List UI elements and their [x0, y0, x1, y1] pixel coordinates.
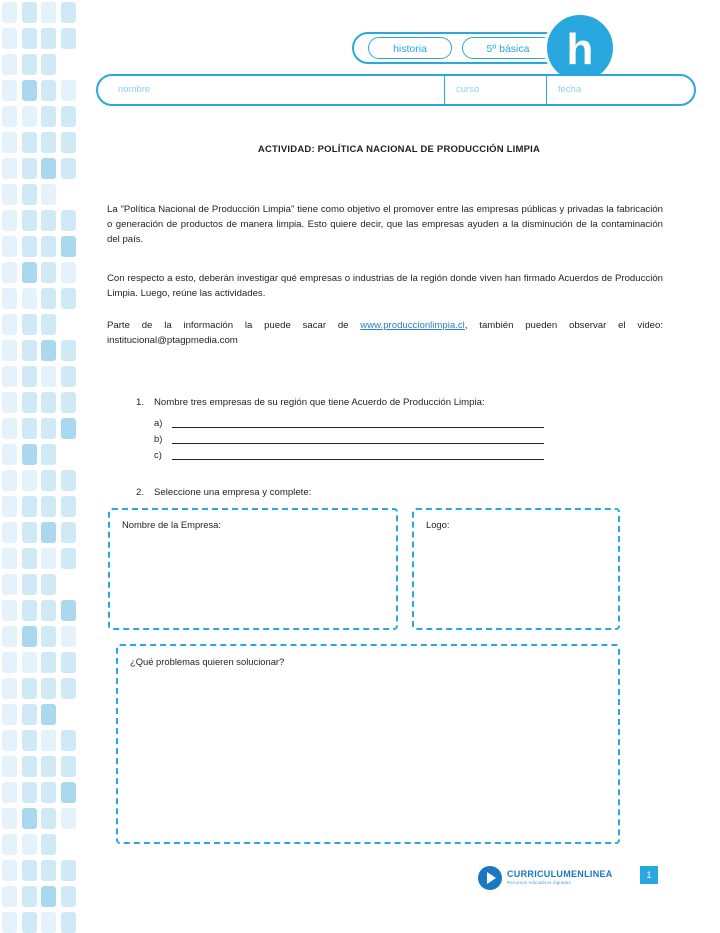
band-tile — [22, 132, 37, 153]
band-tile — [41, 340, 56, 361]
band-tile — [41, 626, 56, 647]
band-tile — [22, 912, 37, 933]
band-tile — [22, 262, 37, 283]
band-tile — [41, 80, 56, 101]
band-tile — [22, 522, 37, 543]
band-tile — [61, 912, 76, 933]
band-tile — [41, 28, 56, 49]
band-tile — [2, 626, 17, 647]
footer-tagline: Recursos educativos digitales — [507, 880, 571, 885]
band-tile — [41, 912, 56, 933]
band-tile — [61, 80, 76, 101]
page-title: ACTIVIDAD: POLÍTICA NACIONAL DE PRODUCCIÓN LIMPIA — [257, 144, 541, 155]
band-tile — [61, 704, 76, 725]
band-tile — [61, 808, 76, 829]
band-tile — [41, 418, 56, 439]
band-tile — [22, 210, 37, 231]
band-tile — [22, 2, 37, 23]
band-tile — [22, 80, 37, 101]
band-tile — [61, 886, 76, 907]
band-tile — [2, 392, 17, 413]
band-tile — [22, 418, 37, 439]
band-tile — [2, 366, 17, 387]
band-tile — [2, 704, 17, 725]
band-tile — [61, 2, 76, 23]
band-tile — [41, 158, 56, 179]
band-tile — [61, 54, 76, 75]
band-tile — [41, 184, 56, 205]
band-tile — [41, 860, 56, 881]
question-2-text: Seleccione una empresa y complete: — [154, 487, 312, 498]
band-tile — [41, 704, 56, 725]
band-tile — [61, 132, 76, 153]
band-tile — [22, 730, 37, 751]
band-tile — [2, 158, 17, 179]
curso-field-label: curso — [456, 84, 480, 95]
answer-option-c-label: c) — [154, 449, 162, 460]
band-tile — [61, 470, 76, 491]
band-tile — [41, 600, 56, 621]
band-tile — [2, 652, 17, 673]
logo-box-label: Logo: — [426, 519, 450, 530]
band-tile — [2, 106, 17, 127]
intro-paragraph-1: La "Política Nacional de Producción Limpia" tiene como objetivo el promover entre las empresas públicas y privadas la fabricación o generación de productos de manera limpia. Esto quiere decir, que las empresas ayuden a la disminución de la contaminación del país. — [107, 204, 663, 245]
band-tile — [22, 106, 37, 127]
band-tile — [2, 886, 17, 907]
band-tile — [22, 470, 37, 491]
band-tile — [2, 2, 17, 23]
band-tile — [22, 782, 37, 803]
answer-line-b[interactable] — [172, 443, 544, 444]
band-tile — [61, 730, 76, 751]
intro-paragraph-2: Con respecto a esto, deberán investigar qué empresas o industrias de la región donde viven han firmado Acuerdos de Producción Limpia. Luego, reúne las actividades. — [107, 273, 663, 299]
band-tile — [61, 106, 76, 127]
band-tile — [61, 600, 76, 621]
band-tile — [61, 366, 76, 387]
band-tile — [41, 496, 56, 517]
play-icon — [478, 866, 502, 890]
paragraph3-text-before: Parte de la información la puede sacar de — [107, 320, 361, 331]
page-number-badge: 1 — [640, 866, 658, 884]
band-tile — [61, 236, 76, 257]
student-fields-bar — [96, 74, 696, 106]
band-tile — [61, 340, 76, 361]
band-tile — [2, 54, 17, 75]
question-1-number: 1. — [136, 397, 145, 408]
band-tile — [41, 366, 56, 387]
band-tile — [41, 288, 56, 309]
band-tile — [61, 782, 76, 803]
band-tile — [2, 210, 17, 231]
band-tile — [41, 834, 56, 855]
band-tile — [22, 444, 37, 465]
band-tile — [41, 756, 56, 777]
band-tile — [2, 28, 17, 49]
band-tile — [22, 704, 37, 725]
band-tile — [41, 886, 56, 907]
band-tile — [61, 678, 76, 699]
band-tile — [41, 236, 56, 257]
band-tile — [61, 522, 76, 543]
band-tile — [61, 314, 76, 335]
band-tile — [2, 496, 17, 517]
band-tile — [2, 756, 17, 777]
band-tile — [41, 54, 56, 75]
band-tile — [22, 392, 37, 413]
band-tile — [2, 314, 17, 335]
band-tile — [2, 184, 17, 205]
band-tile — [22, 886, 37, 907]
paragraph3-text-after: , también pueden observar el video: institucional@ptagpmedia.com — [107, 320, 663, 346]
band-tile — [61, 28, 76, 49]
band-tile — [41, 444, 56, 465]
band-tile — [2, 730, 17, 751]
band-tile — [2, 132, 17, 153]
band-tile — [2, 782, 17, 803]
band-tile — [2, 262, 17, 283]
band-tile — [41, 548, 56, 569]
band-tile — [22, 28, 37, 49]
subject-tag: historia — [368, 37, 452, 59]
band-grid — [0, 0, 78, 933]
problema-box-label: ¿Qué problemas quieren solucionar? — [130, 656, 285, 667]
band-tile — [2, 340, 17, 361]
band-tile — [41, 522, 56, 543]
band-tile — [41, 652, 56, 673]
band-tile — [22, 652, 37, 673]
decorative-side-band — [0, 0, 78, 933]
band-tile — [2, 288, 17, 309]
band-tile — [22, 808, 37, 829]
produccion-limpia-link[interactable]: www.produccionlimpia.cl — [360, 320, 465, 331]
empresa-box-label: Nombre de la Empresa: — [122, 519, 222, 530]
band-tile — [22, 54, 37, 75]
fecha-field-label: fecha — [558, 84, 582, 95]
intro-paragraph-3 — [107, 318, 663, 348]
band-tile — [22, 314, 37, 335]
band-tile — [61, 158, 76, 179]
band-tile — [22, 340, 37, 361]
band-tile — [2, 678, 17, 699]
band-tile — [22, 626, 37, 647]
band-tile — [2, 574, 17, 595]
band-tile — [61, 626, 76, 647]
page-header — [78, 0, 720, 115]
band-tile — [22, 860, 37, 881]
band-tile — [61, 444, 76, 465]
band-tile — [41, 314, 56, 335]
band-tile — [2, 522, 17, 543]
band-tile — [41, 782, 56, 803]
band-tile — [61, 574, 76, 595]
nombre-field-label: nombre — [118, 84, 151, 95]
band-tile — [61, 860, 76, 881]
band-tile — [22, 548, 37, 569]
band-tile — [2, 80, 17, 101]
band-tile — [61, 496, 76, 517]
band-tile — [22, 366, 37, 387]
question-1-text: Nombre tres empresas de su región que tiene Acuerdo de Producción Limpia: — [154, 397, 485, 408]
band-tile — [2, 600, 17, 621]
band-tile — [2, 860, 17, 881]
band-tile — [41, 678, 56, 699]
level-tag: 5º básica — [462, 37, 554, 59]
band-tile — [41, 730, 56, 751]
band-tile — [22, 574, 37, 595]
answer-line-a[interactable] — [172, 427, 544, 428]
band-tile — [41, 808, 56, 829]
footer-logo — [478, 866, 628, 892]
band-tile — [22, 496, 37, 517]
answer-line-c[interactable] — [172, 459, 544, 460]
band-tile — [61, 392, 76, 413]
band-tile — [61, 652, 76, 673]
band-tile — [2, 834, 17, 855]
band-tile — [41, 262, 56, 283]
band-tile — [22, 158, 37, 179]
band-tile — [41, 106, 56, 127]
band-tile — [2, 470, 17, 491]
field-divider — [546, 76, 547, 104]
band-tile — [61, 834, 76, 855]
answer-option-a-label: a) — [154, 417, 163, 428]
worksheet-page — [78, 0, 720, 933]
band-tile — [61, 548, 76, 569]
band-tile — [41, 574, 56, 595]
band-tile — [2, 236, 17, 257]
footer-brand-name: CURRICULUMENLINEA — [507, 869, 613, 879]
band-tile — [61, 288, 76, 309]
band-tile — [22, 600, 37, 621]
band-tile — [61, 210, 76, 231]
band-tile — [61, 262, 76, 283]
band-tile — [61, 184, 76, 205]
problema-answer-box[interactable] — [116, 644, 620, 844]
band-tile — [2, 418, 17, 439]
answer-option-b-label: b) — [154, 433, 163, 444]
band-tile — [2, 808, 17, 829]
band-tile — [41, 210, 56, 231]
band-tile — [22, 288, 37, 309]
band-tile — [61, 756, 76, 777]
band-tile — [2, 548, 17, 569]
band-tile — [22, 236, 37, 257]
band-tile — [22, 756, 37, 777]
band-tile — [22, 678, 37, 699]
field-divider — [444, 76, 445, 104]
band-tile — [2, 444, 17, 465]
band-tile — [41, 2, 56, 23]
band-tile — [61, 418, 76, 439]
band-tile — [2, 912, 17, 933]
question-2-number: 2. — [136, 487, 145, 498]
band-tile — [22, 184, 37, 205]
band-tile — [22, 834, 37, 855]
band-tile — [41, 470, 56, 491]
band-tile — [41, 132, 56, 153]
brand-logo-icon: h — [544, 12, 616, 84]
band-tile — [41, 392, 56, 413]
